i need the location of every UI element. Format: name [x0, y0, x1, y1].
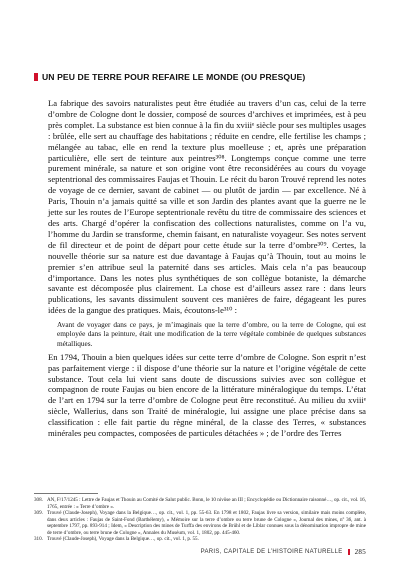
footnotes [34, 497, 366, 543]
footer-marker [348, 549, 350, 555]
section-heading-text: UN PEU DE TERRE POUR REFAIRE LE MONDE (OU PRESQUE) [42, 72, 306, 82]
heading-marker [34, 73, 38, 81]
block-quote: Avant de voyager dans ce pays, je m’imaginais que la terre d’ombre, ou la terre de Cologne, qui est employée dans la peinture, était une modification de la terre végétale combinée de quelques substances métalliques. [57, 320, 366, 348]
footnote-divider [34, 493, 98, 494]
footnote-text: Trouvé (Claude-Joseph), Voyage dans la Belgique…, op. cit., vol. 1, pp. 55-63. En 1798 et 1802, Faujas livre sa version, similaire mais moins complète, dans deux articles : Faujas de Saint-Fond (Barthélemy), « Mémoire sur la terre d’ombre ou terre brune de Cologne », Journal des mines, nº 36, ant. à septembre 1797, pp. 893-914 ; Idem, « Description des mines de Turffa des environs de Brühl et de Liblar connues sous la dénomination impropre de mine de terre d’ombre, ou terre brune de Cologne », Annales du Muséum, vol. 1, 1802, pp. 445-460. [47, 510, 366, 536]
footnote-number: 308. [34, 497, 43, 503]
page-footer [201, 548, 366, 556]
page-number: 285 [354, 548, 366, 556]
footnote-text: Trouvé (Claude-Joseph), Voyage dans la Belgique…, op. cit., vol. 1, p. 55. [47, 536, 199, 542]
section-heading [34, 72, 305, 82]
footnote [34, 497, 366, 510]
footnote-number: 310. [34, 536, 43, 542]
footnote [34, 510, 366, 536]
running-title: PARIS, CAPITALE DE L’HISTOIRE NATURELLE [200, 549, 343, 555]
paragraph: La fabrique des savoirs naturalistes peut être étudiée au travers d’un cas, celui de la terre d’ombre de Cologne dont le dossier, composé de sources d’archives et imprimées, est à peu près complet. La substance est bien connue à la fin du xviiiᵉ siècle pour ses multiples usages : brûlée, elle sert au chauffage des habitations ; réduite en cendre, elle fertilise les champs ; mélangée au tabac, elle en rend la texture plus moelleuse ; et, après une préparation particulière, elle sert de teinture aux peintres³⁰⁸. Longtemps conçue comme une terre purement minérale, sa nature et son origine vont être reconsidérées au cours du voyage septentrional des commissaires Faujas et Thouin. Le récit du baron Trouvé reprend les notes de voyage de ce dernier, savant de cabinet — ou plutôt de jardin — par excellence. Né à Paris, Thouin n’a jamais quitté sa ville et son Jardin des plantes avant que la guerre ne le jette sur les routes de l’Europe septentrionale revêtu du titre de commissaire des sciences et des arts. Chargé d’opérer la confiscation des collections naturalistes, comme on l’a vu, l’homme du Jardin se transforme, chemin faisant, en naturaliste voyageur. Ses notes servent de fil directeur et de point de départ pour cette étude sur la terre d’ombre³⁰⁹. Certes, la nouvelle théorie sur sa nature est due davantage à Faujas qu’à Thouin, tout au moins le premier s’en attribue seul la paternité dans ses articles. Mais cela n’a pas beaucoup d’importance. Dans les notes plus synthétiques de son collègue botaniste, la démarche savante est décomposée plus clairement. La chose est d’ailleurs assez rare : dans leurs publications, les savants dissimulent souvent ces manières de faire, dégageant les pures idées de la gangue des pratiques. Mais, écoutons-le³¹⁰ : [48, 98, 366, 316]
footnote-number: 309. [34, 510, 43, 516]
footnote-text: AN, F/17/1245 : Lettre de Faujas et Thouin au Comité de Salut public. Bonn, le 10 nivôse an III ; Encyclopédie ou Dictionnaire raisonné…, op. cit., vol. 16, 1765, entrée : « Terre d’ombre ». [47, 497, 366, 510]
main-text [48, 98, 366, 439]
footnote [34, 536, 366, 543]
paragraph: En 1794, Thouin a bien quelques idées sur cette terre d’ombre de Cologne. Son esprit n’est pas parfaitement vierge : il dispose d’une théorie sur la nature et l’origine végétale de cette substance. Tout cela lui vient sans doute de discussions suivies avec son collègue et compagnon de route Faujas ou bien encore de la littérature minéralogique du temps. L’état de l’art en 1794 sur la terre d’ombre de Cologne peut être reconstitué. Au milieu du xviiiᵉ siècle, Wallerius, dans son Traité de minéralogie, lui assigne une place précise dans sa classification : elle fait partie du règne minéral, de la classe des Terres, « substances minérales peu compactes, composées de particules détachées » ; de l’ordre des Terres [48, 351, 366, 439]
